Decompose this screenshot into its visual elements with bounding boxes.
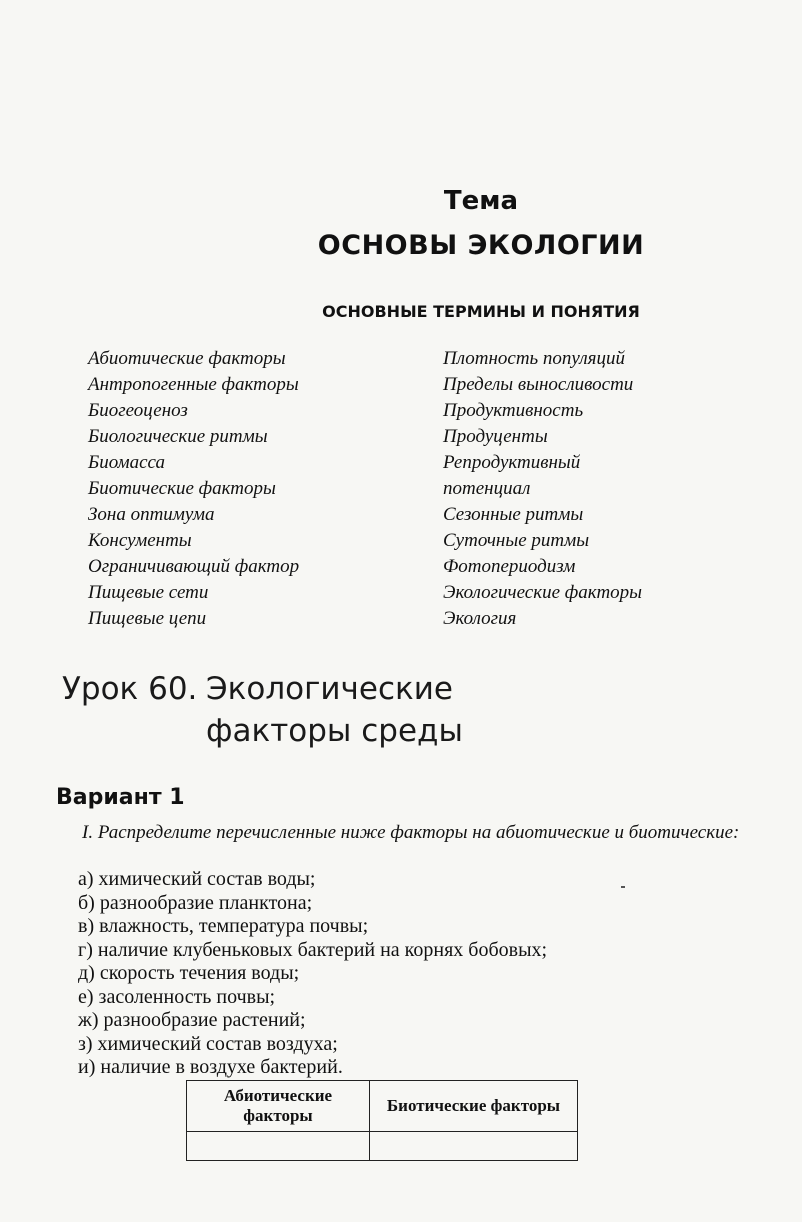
answer-table — [186, 1080, 578, 1161]
term-item: Продуценты — [443, 426, 548, 447]
table-cell-biotic[interactable] — [370, 1132, 578, 1161]
factor-item: д) скорость течения воды; — [78, 962, 300, 984]
lesson-title-line2: факторы среды — [206, 713, 463, 749]
term-item: Ограничивающий фактор — [88, 556, 300, 577]
terms-list-right — [443, 346, 642, 632]
factor-item: б) разнообразие планктона; — [78, 891, 313, 914]
terms-heading: ОСНОВНЫЕ ТЕРМИНЫ И ПОНЯТИЯ — [322, 302, 640, 321]
lesson-title-line1: Экологические — [206, 671, 453, 707]
task-instruction: I. Распределите перечисленные ниже факторы на абиотические и биотические: — [82, 822, 740, 843]
term-item: Пищевые цепи — [88, 608, 207, 629]
factor-item: ж) разнообразие растений; — [78, 1009, 306, 1031]
factor-item: в) влажность, температура почвы; — [78, 915, 369, 937]
term-item: Биотические факторы — [88, 478, 276, 499]
variant-title: Вариант 1 — [56, 785, 185, 810]
factor-item: е) засоленность почвы; — [78, 985, 276, 1008]
lesson-heading — [62, 668, 463, 752]
print-speck — [621, 886, 625, 888]
term-item: Биомасса — [88, 452, 165, 473]
factor-item: з) химический состав воздуха; — [78, 1032, 338, 1055]
term-item: Суточные ритмы — [443, 530, 590, 551]
term-item: Пределы выносливости — [443, 374, 634, 395]
term-item: Антропогенные факторы — [88, 374, 299, 395]
table-header-abiotic: Абиотические факторы — [187, 1081, 370, 1132]
factor-item: и) наличие в воздухе бактерий. — [78, 1056, 343, 1078]
term-item: Биогеоценоз — [88, 400, 188, 421]
term-item: Зона оптимума — [88, 504, 215, 525]
table-cell-abiotic[interactable] — [187, 1132, 370, 1161]
term-item: Биологические ритмы — [88, 426, 268, 447]
factor-list — [78, 868, 547, 1080]
term-item: Фотопериодизм — [443, 556, 576, 577]
table-row — [187, 1132, 578, 1161]
term-item: Плотность популяций — [443, 348, 625, 369]
table-header-biotic: Биотические факторы — [370, 1081, 578, 1132]
table-header-row — [187, 1081, 578, 1132]
term-item: Сезонные ритмы — [443, 504, 584, 525]
term-item: потенциал — [443, 478, 531, 499]
term-item: Экология — [443, 608, 517, 629]
term-item: Консументы — [88, 530, 192, 551]
term-item: Продуктивность — [443, 400, 584, 421]
term-item: Репродуктивный — [443, 452, 581, 473]
topic-label: Тема — [443, 186, 519, 216]
topic-title: ОСНОВЫ ЭКОЛОГИИ — [317, 230, 645, 261]
term-item: Абиотические факторы — [88, 348, 286, 369]
terms-list-left — [88, 346, 299, 632]
term-item: Пищевые сети — [88, 582, 209, 603]
factor-item: г) наличие клубеньковых бактерий на корнях бобовых; — [78, 938, 548, 961]
factor-item: а) химический состав воды; — [78, 868, 316, 890]
lesson-number: Урок 60. — [62, 671, 198, 707]
term-item: Экологические факторы — [443, 582, 643, 603]
